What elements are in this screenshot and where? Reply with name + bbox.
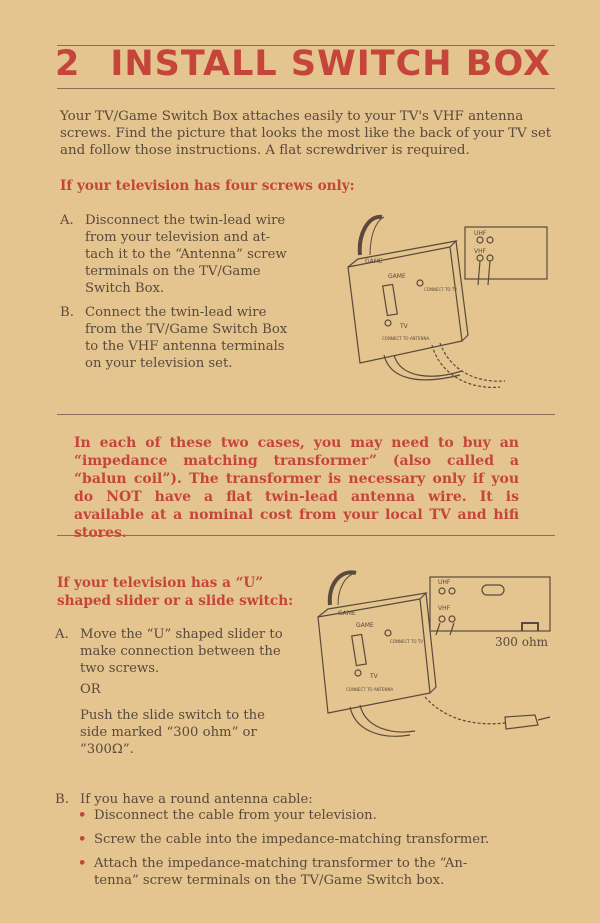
step-line: Push the slide switch to the xyxy=(80,708,265,723)
step-line: side marked “300 ohm” or xyxy=(80,725,257,740)
heading-line: If your television has a “U” xyxy=(57,575,264,591)
step-line: tach it to the “Antenna” screw xyxy=(85,247,287,262)
step-line: Connect the twin-lead wire xyxy=(85,305,267,320)
step-line: “300Ω”. xyxy=(80,742,134,757)
bullet-text: Screw the cable into the impedance-matching transformer. xyxy=(94,832,490,847)
diagram-label: TV xyxy=(370,673,378,680)
step-label: A. xyxy=(60,213,74,228)
diagram-label: CONNECT TO ANTENNA xyxy=(346,687,394,692)
diagram-label: CONNECT TO ANTENNA xyxy=(382,336,430,341)
section2-step-a xyxy=(55,626,283,677)
diagram-label: UHF xyxy=(474,230,487,237)
diagram-label: VHF xyxy=(438,605,451,612)
diagram-label: GAME xyxy=(338,610,356,617)
step-line: Disconnect the twin-lead wire xyxy=(85,213,286,228)
slide-switch-instructions xyxy=(80,707,265,758)
section1-step-b xyxy=(60,304,288,372)
title-bottom-rule xyxy=(57,88,555,89)
bullet-text: tenna” screw terminals on the TV/Game Switch box. xyxy=(94,873,445,888)
bullet-text: Disconnect the cable from your television. xyxy=(94,808,377,823)
heading-line: shaped slider or a slide switch: xyxy=(57,593,294,609)
step-line: Move the “U” shaped slider to xyxy=(80,627,283,642)
diagram-label: GAME xyxy=(356,622,374,629)
step-line: from your television and at- xyxy=(85,230,271,245)
ohm-label: 300 ohm xyxy=(495,635,549,649)
section1-step-a xyxy=(60,212,287,297)
diagram-label: TV xyxy=(400,323,408,330)
step-line: make connection between the xyxy=(80,644,281,659)
diagram-label: VHF xyxy=(474,248,487,255)
step-label: B. xyxy=(55,792,69,807)
step-label: A. xyxy=(55,627,69,642)
diagram-label: CONNECT TO TV xyxy=(424,287,458,292)
list-item: • Screw the cable into the impedance-matching transformer. xyxy=(78,832,490,847)
or-label: OR xyxy=(80,682,101,697)
step-line: on your television set. xyxy=(85,356,233,371)
transformer-note: In each of these two cases, you may need to buy an “impedance matching transformer” (also called a “balun coil”). The transformer is necessary only if you do NOT have a flat twin-lead antenna wire. It is available at a nominal cost from your local TV and hifi stores. xyxy=(74,435,519,541)
diagram-label: CONNECT TO TV xyxy=(390,639,424,644)
intro-paragraph: Your TV/Game Switch Box attaches easily to your TV's VHF antenna screws. Find the picture that looks the most like the back of your TV set and follow those instructions. A flat screwdriver is required. xyxy=(60,109,552,158)
step-line: two screws. xyxy=(80,661,160,676)
section2-heading xyxy=(57,574,293,610)
step-label: B. xyxy=(60,305,74,320)
list-item: • Disconnect the cable from your television. xyxy=(78,808,377,823)
note-top-rule xyxy=(57,414,555,415)
switch-box-diagram-four-screws xyxy=(340,205,555,395)
step-number: 2 xyxy=(55,44,81,84)
section1-heading: If your television has four screws only: xyxy=(60,178,355,194)
note-bottom-rule xyxy=(57,535,555,536)
step-line: If you have a round antenna cable: xyxy=(80,792,313,807)
step-b xyxy=(55,791,313,808)
step-line: from the TV/Game Switch Box xyxy=(85,322,288,337)
page-title xyxy=(55,44,551,84)
step-line: Switch Box. xyxy=(85,281,165,296)
switch-box-diagram-slider xyxy=(310,565,555,760)
diagram-label: GAME xyxy=(388,273,406,280)
step-b-bullets xyxy=(78,807,489,896)
step-line: terminals on the TV/Game xyxy=(85,264,261,279)
diagram-label: GAME xyxy=(365,258,383,265)
title-text: INSTALL SWITCH BOX xyxy=(110,44,551,84)
bullet-text: Attach the impedance-matching transformer to the “An- xyxy=(94,856,468,871)
diagram-label: UHF xyxy=(438,579,451,586)
list-item: • Attach the impedance-matching transformer to the “An- tenna” screw terminals on the TV/Game Switch box. xyxy=(78,855,489,889)
step-line: to the VHF antenna terminals xyxy=(85,339,285,354)
